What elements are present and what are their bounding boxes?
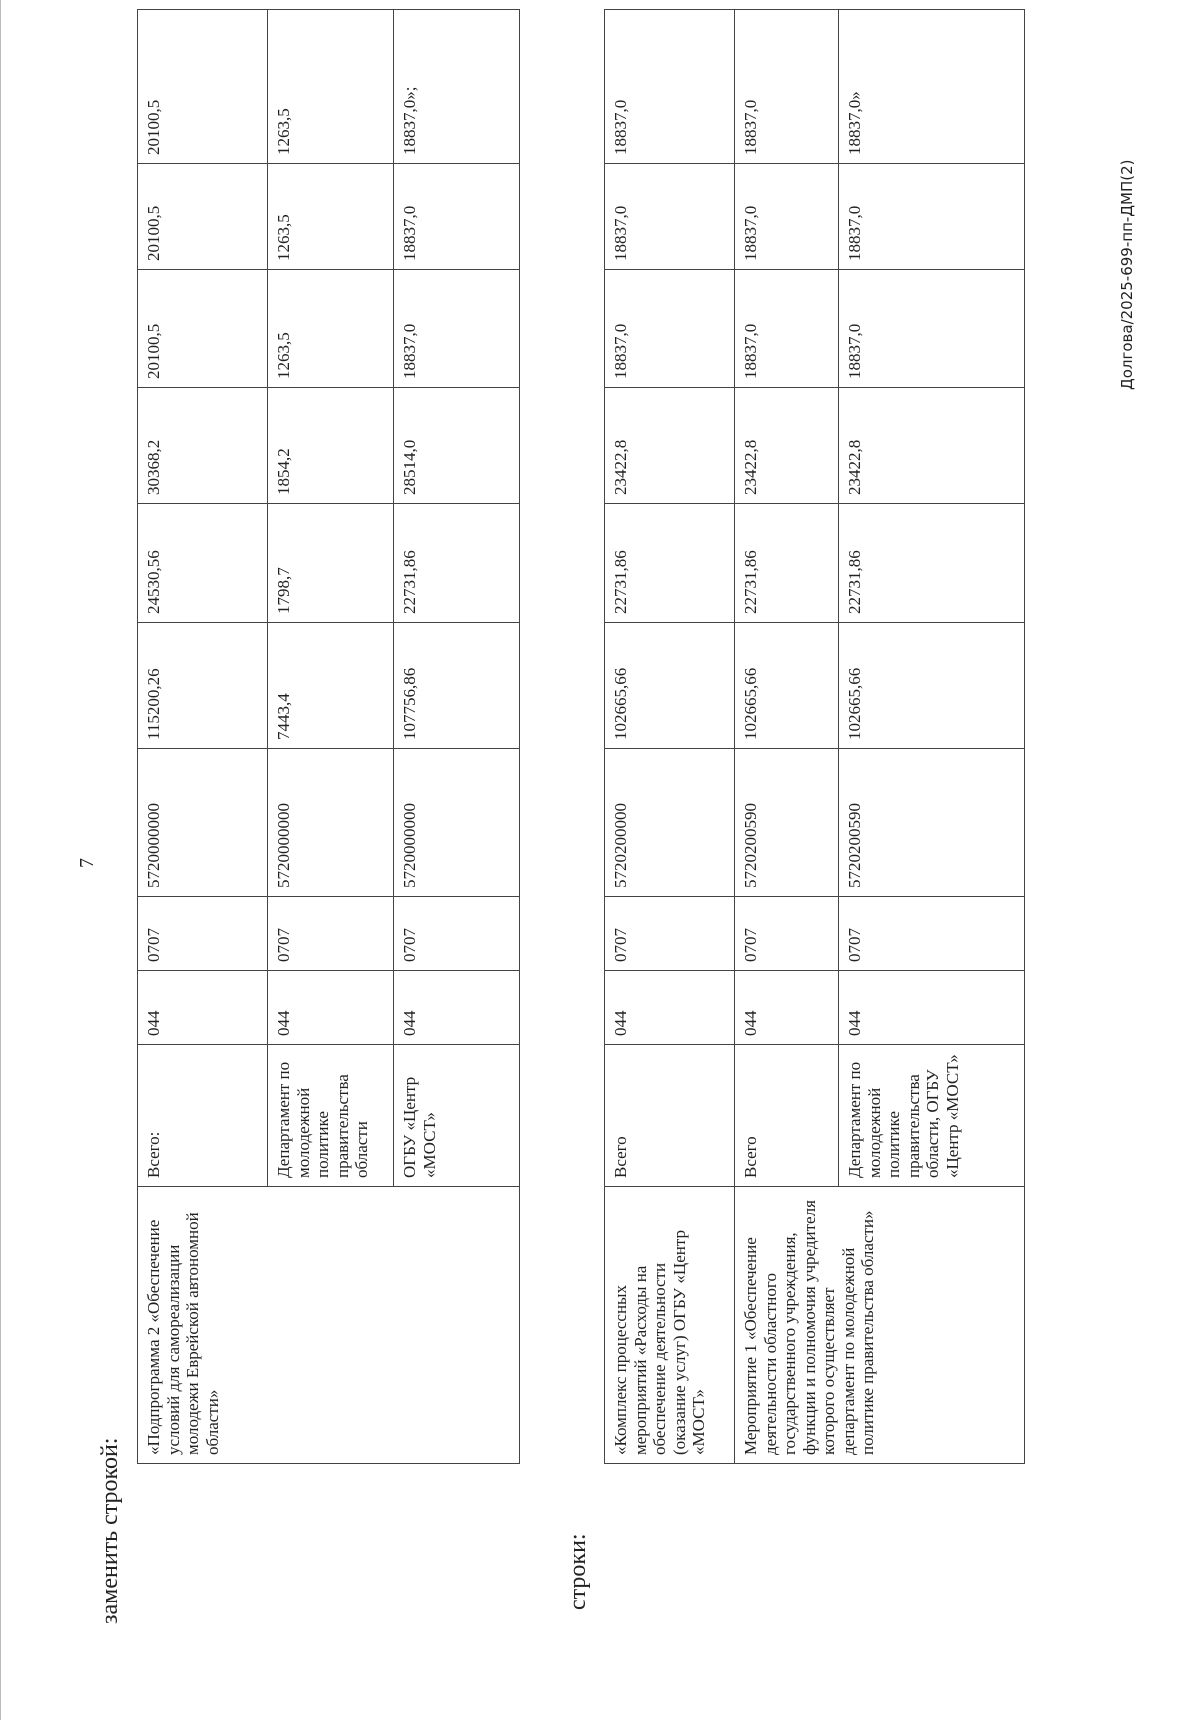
rzpr-cell: 0707: [605, 897, 735, 971]
grbs-cell: 044: [735, 971, 839, 1045]
grbs-cell: 044: [605, 971, 735, 1045]
replacement-table: [137, 9, 520, 1464]
csr-cell: 5720000000: [394, 749, 520, 897]
executor-cell: Департамент по молодежной политике правительства области: [268, 1045, 394, 1187]
csr-cell: 5720200590: [839, 749, 1025, 897]
value-cell: 18837,0: [605, 10, 735, 164]
value-cell: 102665,66: [735, 623, 839, 749]
executor-cell: Всего: [735, 1045, 839, 1187]
value-cell: 20100,5: [138, 164, 268, 270]
csr-cell: 5720200590: [735, 749, 839, 897]
executor-cell: ОГБУ «Центр «МОСТ»: [394, 1045, 520, 1187]
grbs-cell: 044: [138, 971, 268, 1045]
page-number: 7: [76, 858, 98, 868]
value-cell: 24530,56: [138, 504, 268, 623]
measure-name-cell: «Комплекс процессных мероприятий «Расходы на обеспечение деятельности (оказание услуг) ОГБУ «Центр «МОСТ»: [605, 1187, 735, 1464]
value-cell: 18837,0: [839, 164, 1025, 270]
value-cell: 23422,8: [605, 388, 735, 504]
replace-with-row-heading: заменить строкой:: [97, 1437, 123, 1624]
rows-heading: строки:: [565, 1533, 591, 1610]
csr-cell: 5720000000: [138, 749, 268, 897]
value-cell: 30368,2: [138, 388, 268, 504]
value-cell: 18837,0»: [839, 10, 1025, 164]
value-cell: 22731,86: [839, 504, 1025, 623]
rows-table: [604, 9, 1025, 1464]
rzpr-cell: 0707: [268, 897, 394, 971]
value-cell: 20100,5: [138, 10, 268, 164]
rzpr-cell: 0707: [735, 897, 839, 971]
document-code: Долгова/2025-699-пп-ДМП(2): [1118, 159, 1136, 390]
value-cell: 18837,0: [735, 10, 839, 164]
value-cell: 18837,0: [735, 164, 839, 270]
table-row: [138, 10, 268, 1464]
program-name-cell: «Подпрограмма 2 «Обеспечение условий для самореализации молодежи Еврейской автономной области»: [138, 1187, 520, 1464]
grbs-cell: 044: [839, 971, 1025, 1045]
value-cell: 22731,86: [394, 504, 520, 623]
value-cell: 22731,86: [605, 504, 735, 623]
value-cell: 18837,0: [394, 164, 520, 270]
value-cell: 18837,0: [394, 270, 520, 388]
value-cell: 18837,0»;: [394, 10, 520, 164]
rzpr-cell: 0707: [394, 897, 520, 971]
value-cell: 7443,4: [268, 623, 394, 749]
value-cell: 1263,5: [268, 270, 394, 388]
csr-cell: 5720000000: [268, 749, 394, 897]
value-cell: 18837,0: [735, 270, 839, 388]
value-cell: 1854,2: [268, 388, 394, 504]
csr-cell: 5720200000: [605, 749, 735, 897]
value-cell: 102665,66: [839, 623, 1025, 749]
executor-cell: Всего:: [138, 1045, 268, 1187]
value-cell: 1263,5: [268, 164, 394, 270]
measure-name-cell: Мероприятие 1 «Обеспечение деятельности областного государственного учреждения, функции и полномочия учредителя которого осуществляет департамент по молодежной политике правительства области»: [735, 1187, 1025, 1464]
value-cell: 102665,66: [605, 623, 735, 749]
value-cell: 28514,0: [394, 388, 520, 504]
value-cell: 107756,86: [394, 623, 520, 749]
executor-cell: Всего: [605, 1045, 735, 1187]
value-cell: 20100,5: [138, 270, 268, 388]
table-row: [605, 10, 735, 1464]
table-row: [735, 10, 839, 1464]
value-cell: 1798,7: [268, 504, 394, 623]
grbs-cell: 044: [268, 971, 394, 1045]
value-cell: 18837,0: [605, 164, 735, 270]
grbs-cell: 044: [394, 971, 520, 1045]
value-cell: 1263,5: [268, 10, 394, 164]
value-cell: 18837,0: [605, 270, 735, 388]
value-cell: 22731,86: [735, 504, 839, 623]
value-cell: 23422,8: [735, 388, 839, 504]
executor-cell: Департамент по молодежной политике правительства области, ОГБУ «Центр «МОСТ»: [839, 1045, 1025, 1187]
value-cell: 115200,26: [138, 623, 268, 749]
rzpr-cell: 0707: [138, 897, 268, 971]
rzpr-cell: 0707: [839, 897, 1025, 971]
value-cell: 18837,0: [839, 270, 1025, 388]
value-cell: 23422,8: [839, 388, 1025, 504]
